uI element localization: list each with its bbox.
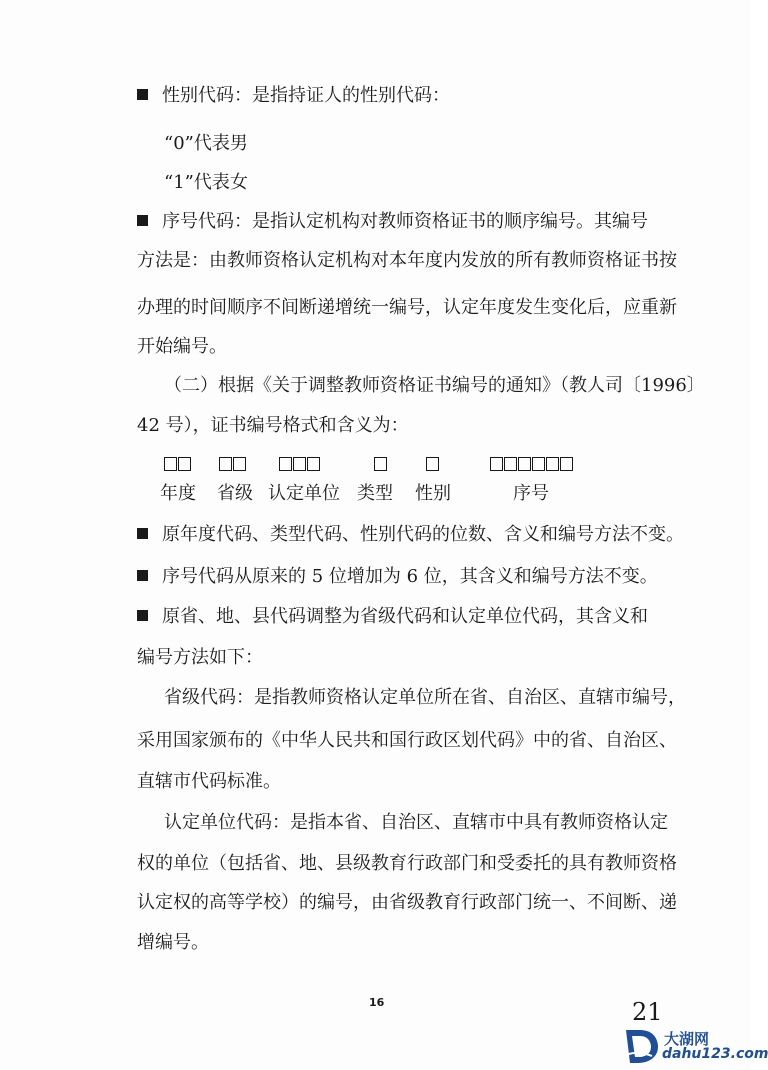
format-label-gender: 性别	[415, 483, 451, 504]
square-bullet-icon	[137, 215, 148, 226]
paragraph-line: 增编号。	[137, 932, 209, 953]
watermark	[622, 1026, 768, 1070]
paragraph-line: 序号代码从原来的 5 位增加为 6 位，其含义和编号方法不变。	[137, 565, 658, 589]
paragraph-line: 原省、地、县代码调整为省级代码和认定单位代码，其含义和	[137, 605, 648, 629]
format-label-province: 省级	[217, 483, 253, 504]
paragraph-line: 方法是：由教师资格认定机构对本年度内发放的所有教师资格证书按	[137, 250, 677, 271]
format-label-year: 年度	[160, 483, 196, 504]
paragraph-line: 开始编号。	[137, 336, 227, 357]
format-label-serial: 序号	[513, 483, 549, 504]
paragraph-line: “0”代表男	[164, 133, 248, 154]
paragraph-line: 性别代码：是指持证人的性别代码：	[137, 84, 450, 108]
code-box	[374, 457, 387, 471]
code-box	[178, 457, 191, 471]
paragraph-line: 采用国家颁布的《中华人民共和国行政区划代码》中的省、自治区、	[137, 730, 677, 751]
dahu-logo-icon	[622, 1026, 662, 1066]
format-label-unit: 认定单位	[268, 483, 340, 504]
paragraph-line: “1”代表女	[164, 172, 248, 193]
square-bullet-icon	[137, 610, 148, 621]
paragraph-line: 办理的时间顺序不间断递增统一编号，认定年度发生变化后，应重新	[137, 297, 677, 318]
code-box	[532, 457, 545, 471]
box-group-unit	[279, 456, 321, 476]
page-number: 21	[632, 998, 663, 1026]
paragraph-line: 42 号），证书编号格式和含义为：	[137, 415, 409, 436]
code-box	[518, 457, 531, 471]
code-box	[490, 457, 503, 471]
code-box	[293, 457, 306, 471]
code-box	[307, 457, 320, 471]
paragraph-line: 原年度代码、类型代码、性别代码的位数、含义和编号方法不变。	[137, 523, 684, 547]
box-group-province	[219, 456, 247, 476]
paragraph-line: （二）根据《关于调整教师资格证书编号的通知》（教人司〔1996〕	[164, 375, 705, 396]
square-bullet-icon	[137, 570, 148, 581]
code-box	[164, 457, 177, 471]
paragraph-line: 认定单位代码：是指本省、自治区、直辖市中具有教师资格认定	[164, 812, 668, 833]
paragraph-line: 权的单位（包括省、地、县级教育行政部门和受委托的具有教师资格	[137, 853, 677, 874]
box-group-year	[164, 456, 192, 476]
box-group-gender	[426, 456, 440, 476]
box-group-type	[374, 456, 388, 476]
square-bullet-icon	[137, 528, 148, 539]
code-box	[233, 457, 246, 471]
watermark-name: 大湖网	[664, 1030, 710, 1048]
box-group-serial	[490, 456, 574, 476]
code-box	[546, 457, 559, 471]
paragraph-line: 直辖市代码标准。	[137, 771, 281, 792]
format-label-type: 类型	[357, 483, 393, 504]
code-box	[426, 457, 439, 471]
paragraph-line: 省级代码：是指教师资格认定单位所在省、自治区、直辖市编号，	[164, 687, 686, 708]
code-box	[219, 457, 232, 471]
paragraph-line: 认定权的高等学校）的编号，由省级教育行政部门统一、不间断、递	[137, 892, 677, 913]
code-box	[279, 457, 292, 471]
watermark-url: dahu123.com	[662, 1046, 768, 1062]
square-bullet-icon	[137, 89, 148, 100]
source-page-number: 16	[369, 996, 385, 1009]
code-box	[504, 457, 517, 471]
paragraph-line: 序号代码：是指认定机构对教师资格证书的顺序编号。其编号	[137, 210, 648, 234]
paragraph-line: 编号方法如下：	[137, 647, 263, 668]
code-box	[560, 457, 573, 471]
certificate-number-format	[0, 456, 750, 484]
